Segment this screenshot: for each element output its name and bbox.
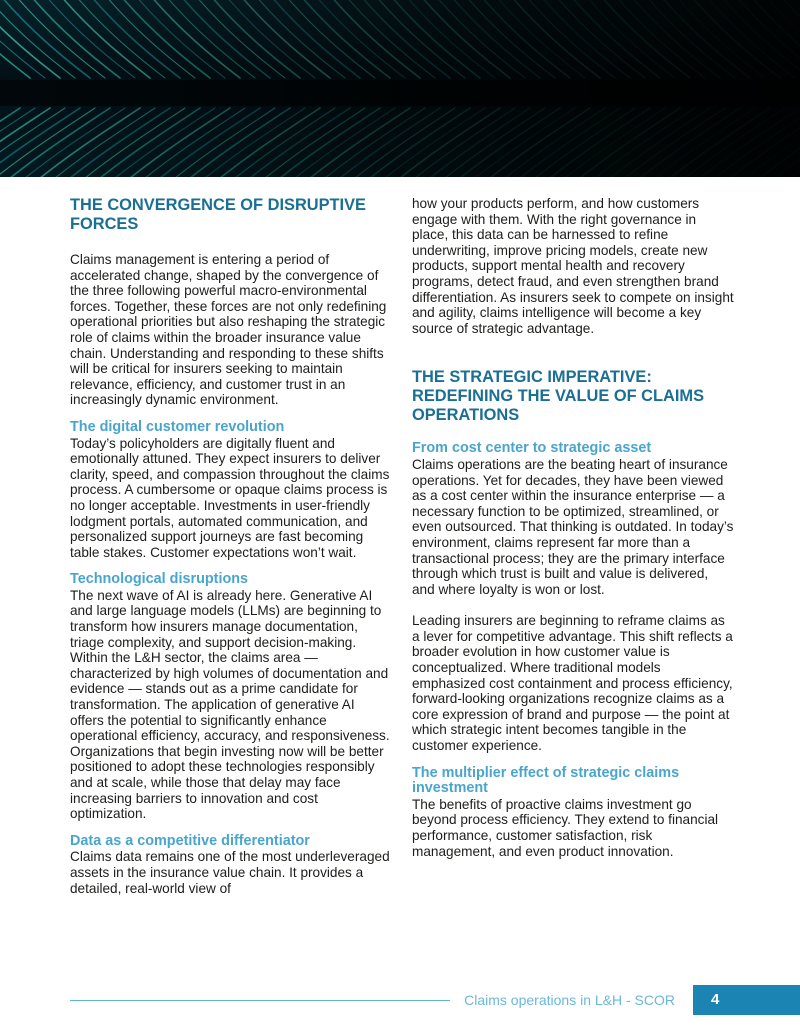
multiplier-effect-paragraph: The benefits of proactive claims investment go beyond process efficiency. They extend to financial performance, customer satisfaction, risk management, and even product innovation. <box>412 796 719 859</box>
subheading-digital-customer: The digital customer revolution <box>70 418 285 435</box>
page-number: 4 <box>711 991 720 1008</box>
left-column <box>70 196 392 896</box>
cost-center-paragraph-2: Leading insurers are beginning to reframe claims as a lever for competitive advantage. This shift reflects a broader evolution in how customer value is conceptualized. Where traditional models emphasized cost containment and process efficiency, forward-looking organizations recognize claims as a core expression of brand and purpose — the point at which strategic intent becomes tangible in the customer experience. <box>412 613 733 754</box>
footer-divider <box>70 1000 450 1001</box>
section-heading-convergence: THE CONVERGENCE OF DISRUPTIVE FORCES <box>70 196 366 233</box>
data-differentiator-continued-paragraph: how your products perform, and how customers engage with them. With the right governance in place, this data can be harnessed to refine underwriting, improve pricing models, create new products, support mental health and recovery programs, detect fraud, and even strengthen brand differentiation. As insurers seek to compete on insight and agility, claims intelligence will become a key source of strategic advantage. <box>412 196 734 336</box>
subheading-multiplier-effect: The multiplier effect of strategic claims investment <box>412 764 680 797</box>
cost-center-paragraph-1: Claims operations are the beating heart of insurance operations. Yet for decades, they have been viewed as a cost center within the insurance enterprise — a necessary function to be optimized, streamlined, or even outsourced. That thinking is outdated. In today’s environment, claims represent far more than a transactional process; they are the primary interface through which trust is built and value is delivered, and where loyalty is won or lost. <box>412 456 734 597</box>
page-footer <box>0 985 800 1015</box>
page-number-badge <box>693 985 800 1015</box>
section-heading-strategic-imperative: THE STRATEGIC IMPERATIVE: REDEFINING THE VALUE OF CLAIMS OPERATIONS <box>412 368 704 425</box>
hero-image <box>0 0 800 177</box>
digital-customer-paragraph: Today’s policyholders are digitally fluent and emotionally attuned. They expect insurers to deliver clarity, speed, and compassion throughout the claims process. A cumbersome or opaque claims process is no longer acceptable. Investments in user-friendly lodgment portals, automated communication, and personalized support journeys are fast becoming table stakes. Customer expectations won’t wait. <box>70 435 390 560</box>
subheading-cost-center: From cost center to strategic asset <box>412 440 652 457</box>
data-differentiator-paragraph: Claims data remains one of the most underleveraged assets in the insurance value chain. It provides a detailed, real-world view of <box>70 849 390 896</box>
convergence-intro-paragraph: Claims management is entering a period of accelerated change, shaped by the convergence of the three following powerful macro-environmental forces. Together, these forces are not only redefining operational priorities but also reshaping the strategic role of claims within the broader insurance value chain. Understanding and responding to these shifts will be critical for insurers seeking to maintain relevance, efficiency, and customer trust in an increasingly dynamic environment. <box>70 252 387 408</box>
technological-disruptions-paragraph: The next wave of AI is already here. Generative AI and large language models (LLMs) are beginning to transform how insurers manage documentation, triage complexity, and support decision-making. Within the L&H sector, the claims area — characterized by high volumes of documentation and evidence — stands out as a prime candidate for transformation. The application of generative AI offers the potential to significantly enhance operational efficiency, accuracy, and responsiveness. Organizations that begin investing now will be better positioned to adopt these technologies responsibly and at scale, while those that delay may face increasing barriers to innovation and cost optimization. <box>70 587 390 822</box>
subheading-technological-disruptions: Technological disruptions <box>70 571 249 588</box>
right-column <box>412 196 734 859</box>
subheading-data-differentiator: Data as a competitive differentiator <box>70 832 310 849</box>
footer-title: Claims operations in L&H - SCOR <box>464 992 675 1008</box>
feather-texture-image <box>0 0 800 177</box>
